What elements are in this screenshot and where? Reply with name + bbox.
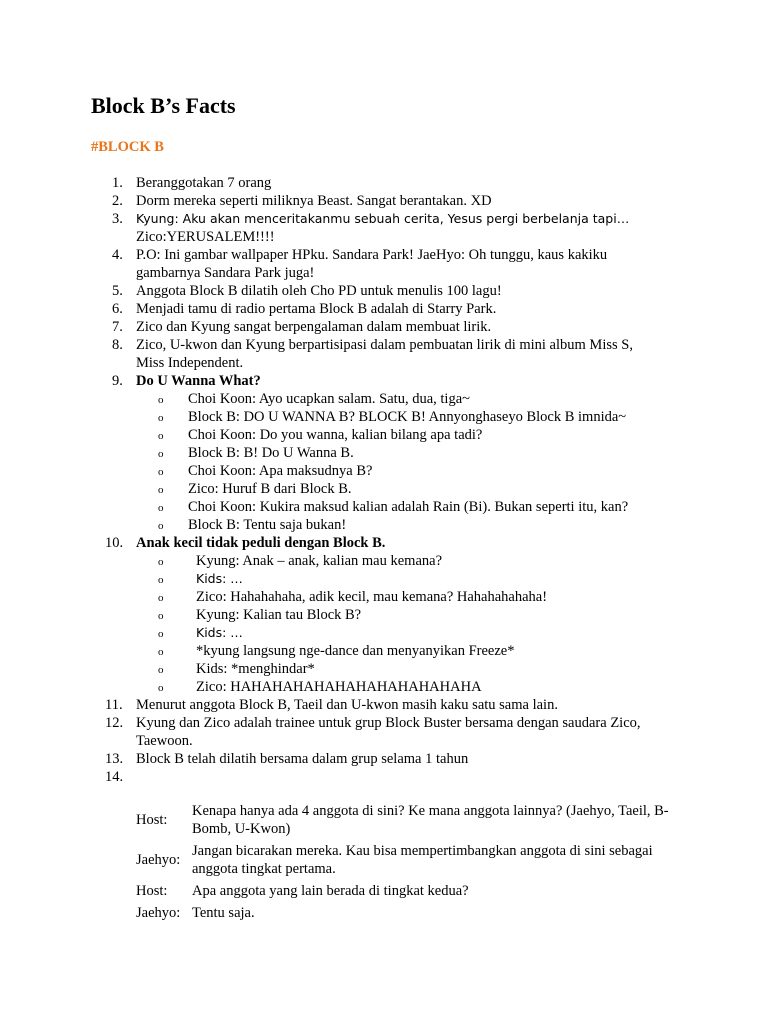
item-heading: Anak kecil tidak peduli dengan Block B. [136,535,386,551]
dialog-line: Tentu saja. [192,905,255,921]
sub-item [0,462,768,480]
item-number: 14. [105,769,124,785]
item-text: P.O: Ini gambar wallpaper HPku. Sandara Park! JaeHyo: Oh tunggu, kaus kakiku gambarnya Sandara Park juga! [136,247,608,281]
dialog-row [136,800,676,840]
item-heading: Do U Wanna What? [136,373,261,389]
item-text: Beranggotakan 7 orang [136,175,272,191]
list-item [0,336,768,372]
dialog-line: Apa anggota yang lain berada di tingkat kedua? [192,883,469,899]
item-text [136,768,656,786]
sub-item [0,570,768,588]
list-item [0,534,768,552]
sub-item-text: Kyung: Anak – anak, kalian mau kemana? [196,553,443,569]
sub-item [0,660,768,678]
sub-item [0,678,768,696]
sub-item-text: Kids: *menghindar* [196,661,315,677]
sub-item-text: Kyung: Kalian tau Block B? [196,607,362,623]
bullet-icon: o [158,520,164,532]
item-number: 4. [112,247,123,263]
sub-item [0,426,768,444]
sub-item [0,498,768,516]
item-text: Anggota Block B dilatih oleh Cho PD untuk menulis 100 lagu! [136,283,502,299]
dialog-speaker: Host: [136,883,168,899]
sub-item-text: Block B: DO U WANNA B? BLOCK B! Annyonghaseyo Block B imnida~ [188,409,627,425]
item-number: 6. [112,301,123,317]
bullet-icon: o [158,664,164,676]
sub-item-text: Choi Koon: Do you wanna, kalian bilang apa tadi? [188,427,483,443]
sub-item-text: *kyung langsung nge-dance dan menyanyikan Freeze* [196,643,515,659]
item-text: Menjadi tamu di radio pertama Block B adalah di Starry Park. [136,301,497,317]
item-number: 3. [112,211,123,227]
item-text: Zico, U-kwon dan Kyung berpartisipasi dalam pembuatan lirik di mini album Miss S, Miss Independent. [136,337,633,371]
list-item [0,192,768,210]
item-text: Kyung dan Zico adalah trainee untuk grup Block Buster bersama dengan saudara Zico, Taewoon. [136,715,641,749]
sub-item [0,444,768,462]
list-item [0,174,768,192]
list-item [0,768,768,786]
bullet-icon: o [158,502,164,514]
item-text: Zico dan Kyung sangat berpengalaman dalam membuat lirik. [136,319,492,335]
bullet-icon: o [158,574,164,586]
bullet-icon: o [158,646,164,658]
item-number: 1. [112,175,123,191]
sub-item-text: Zico: HAHAHAHAHAHAHAHAHAHAHAHA [196,679,482,695]
bullet-icon: o [158,448,164,460]
item-text: Block B telah dilatih bersama dalam grup selama 1 tahun [136,751,469,767]
item-number: 11. [105,697,123,713]
bullet-icon: o [158,610,164,622]
dialog-line: Kenapa hanya ada 4 anggota di sini? Ke mana anggota lainnya? (Jaehyo, Taeil, B-Bomb, U-Kwon) [192,803,669,837]
item-number: 8. [112,337,123,353]
bullet-icon: o [158,484,164,496]
item-number: 5. [112,283,123,299]
bullet-icon: o [158,394,164,406]
sub-item-text: Block B: B! Do U Wanna B. [188,445,354,461]
dialog-speaker: Jaehyo: [136,852,181,868]
item-number: 2. [112,193,123,209]
list-item [0,714,768,750]
item-text: Kyung: Aku akan menceritakanmu sebuah cerita, Yesus pergi berbelanja tapi… [136,211,630,226]
sub-item-text: Zico: Hahahahaha, adik kecil, mau kemana? Hahahahahaha! [196,589,548,605]
dialog-row [136,880,676,902]
item-text-continued: Zico:YERUSALEM!!!! [136,229,275,245]
dialog-speaker: Host: [136,812,168,828]
item-number: 7. [112,319,123,335]
sub-item [0,588,768,606]
bullet-icon: o [158,466,164,478]
list-item [0,210,768,246]
dialog-row [136,840,676,880]
list-item [0,318,768,336]
list-item [0,696,768,714]
sub-item-text: Choi Koon: Apa maksudnya B? [188,463,373,479]
dialog-speaker: Jaehyo: [136,905,181,921]
bullet-icon: o [158,430,164,442]
dialog-table [136,800,676,924]
sub-item [0,552,768,570]
item-text: Menurut anggota Block B, Taeil dan U-kwon masih kaku satu sama lain. [136,697,558,713]
sub-item-text: Block B: Tentu saja bukan! [188,517,347,533]
sub-item-text: Kids: … [196,571,243,586]
list-item [0,372,768,390]
bullet-icon: o [158,556,164,568]
sub-item-text: Choi Koon: Ayo ucapkan salam. Satu, dua, tiga~ [188,391,470,407]
sub-item [0,408,768,426]
sub-item [0,624,768,642]
dialog-row [136,902,676,924]
sub-item [0,516,768,534]
bullet-icon: o [158,628,164,640]
list-item [0,282,768,300]
bullet-icon: o [158,682,164,694]
facts-list [0,174,768,786]
sub-item-text: Kids: … [196,625,243,640]
item-number: 12. [105,715,124,731]
bullet-icon: o [158,592,164,604]
sub-item [0,642,768,660]
document-title: Block B’s Facts [91,93,236,118]
item-number: 13. [105,751,124,767]
list-item [0,300,768,318]
list-item [0,246,768,282]
list-item [0,750,768,768]
item-text: Dorm mereka seperti miliknya Beast. Sangat berantakan. XD [136,193,492,209]
dialog-line: Jangan bicarakan mereka. Kau bisa mempertimbangkan anggota di sini sebagai anggota tingkat pertama. [192,843,653,877]
item-number: 9. [112,373,123,389]
sub-item [0,390,768,408]
item-number: 10. [105,535,124,551]
bullet-icon: o [158,412,164,424]
section-tag: #BLOCK B [91,139,164,155]
sub-item [0,606,768,624]
sub-item [0,480,768,498]
sub-item-text: Choi Koon: Kukira maksud kalian adalah Rain (Bi). Bukan seperti itu, kan? [188,499,629,515]
sub-item-text: Zico: Huruf B dari Block B. [188,481,352,497]
